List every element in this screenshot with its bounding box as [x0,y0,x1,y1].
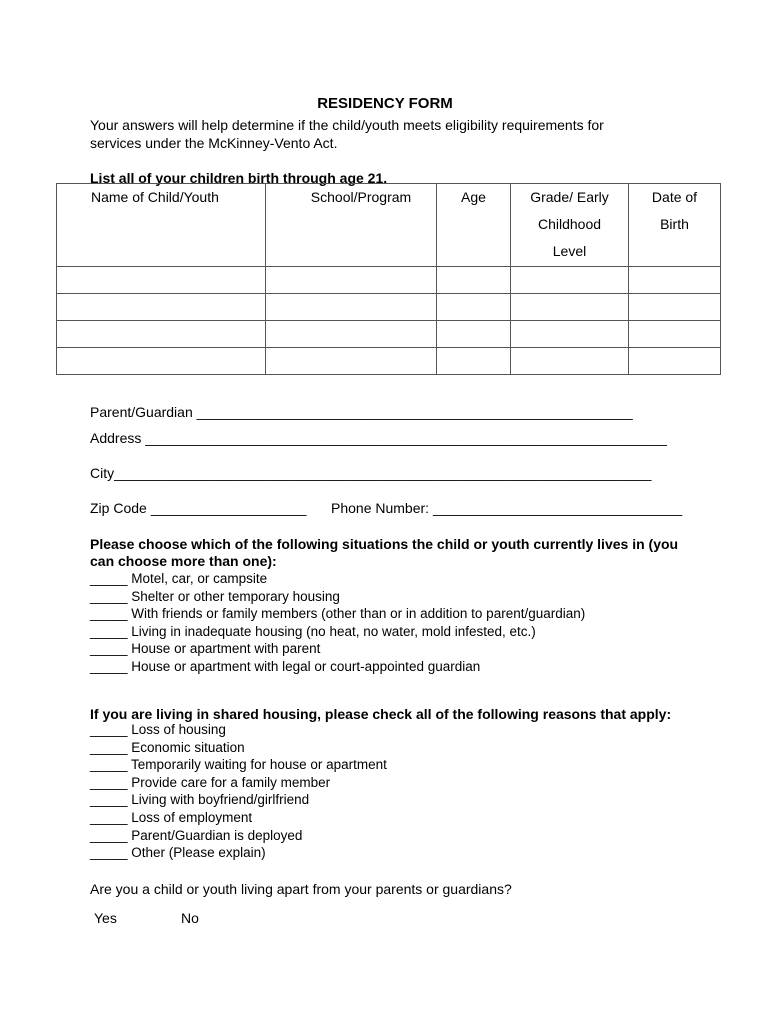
situations-heading-line2: can choose more than one): [90,553,277,569]
table-caption: List all of your children birth through age 21. [90,170,388,186]
cell-name[interactable] [57,348,266,375]
zip-code-field[interactable]: Zip Code ____________________ [90,500,307,516]
cell-dob[interactable] [629,294,721,321]
header-grade [511,184,629,267]
address-field[interactable]: Address ___________________________________________________________________ [90,430,667,446]
cell-age[interactable] [437,294,511,321]
reason-option[interactable]: _____ Temporarily waiting for house or apartment [90,757,387,773]
reason-option[interactable]: _____ Loss of housing [90,722,226,737]
header-grade-line2: Childhood [537,216,602,232]
cell-grade[interactable] [511,321,629,348]
table-header-row [57,184,721,267]
reason-option[interactable]: _____ Loss of employment [90,809,253,825]
situation-option[interactable]: _____ Living in inadequate housing (no heat, no water, mold infested, etc.) [90,623,536,639]
cell-grade[interactable] [511,348,629,375]
header-grade-line1: Grade/ Early [530,189,609,205]
intro-text-line2: services under the McKinney-Vento Act. [90,135,338,151]
header-grade-line3: Level [552,243,587,259]
header-dob-line1: Date of [651,189,698,205]
table-row [57,294,721,321]
cell-age[interactable] [437,267,511,294]
header-dob-line2: Birth [660,216,689,232]
situation-option[interactable]: _____ House or apartment with legal or court-appointed guardian [90,658,481,674]
cell-name[interactable] [57,294,266,321]
cell-dob[interactable] [629,321,721,348]
cell-name[interactable] [57,321,266,348]
parent-guardian-field[interactable]: Parent/Guardian ________________________________________________________ [90,404,633,420]
cell-dob[interactable] [629,267,721,294]
cell-grade[interactable] [511,267,629,294]
cell-school[interactable] [266,348,437,375]
table-row [57,267,721,294]
reason-option[interactable]: _____ Parent/Guardian is deployed [90,827,303,843]
cell-school[interactable] [266,294,437,321]
header-dob [629,184,721,267]
reason-option[interactable]: _____ Other (Please explain) [90,845,266,861]
cell-age[interactable] [437,321,511,348]
reason-option[interactable]: _____ Provide care for a family member [90,774,331,790]
form-title: RESIDENCY FORM [317,95,453,112]
shared-housing-heading: If you are living in shared housing, please check all of the following reasons that apply: [90,706,672,722]
cell-school[interactable] [266,321,437,348]
situation-option[interactable]: _____ Shelter or other temporary housing [90,588,340,604]
intro-text-line1: Your answers will help determine if the child/youth meets eligibility requirements for [90,117,604,133]
header-name [57,184,266,267]
situations-list [90,570,585,676]
cell-age[interactable] [437,348,511,375]
situation-option[interactable]: _____ Motel, car, or campsite [90,571,268,586]
cell-school[interactable] [266,267,437,294]
reason-option[interactable]: _____ Economic situation [90,739,245,755]
header-school-label: School/Program [310,189,412,205]
phone-number-field[interactable]: Phone Number: ________________________________ [331,500,683,516]
answer-no[interactable]: No [181,910,199,926]
cell-name[interactable] [57,267,266,294]
table-row [57,348,721,375]
situation-option[interactable]: _____ With friends or family members (other than or in addition to parent/guardian) [90,606,586,622]
table-row [57,321,721,348]
city-field[interactable]: City_____________________________________________________________________ [90,465,652,481]
header-school [266,184,437,267]
situations-heading-line1: Please choose which of the following situations the child or youth currently lives in (you [90,536,679,552]
cell-dob[interactable] [629,348,721,375]
reason-option[interactable]: _____ Living with boyfriend/girlfriend [90,792,310,808]
header-age-label: Age [461,189,486,205]
situation-option[interactable]: _____ House or apartment with parent [90,641,321,657]
header-name-label: Name of Child/Youth [91,189,219,205]
answer-yes[interactable]: Yes [94,910,117,926]
apart-question: Are you a child or youth living apart from your parents or guardians? [90,881,512,897]
shared-housing-list [90,721,387,862]
children-table [56,183,721,375]
header-age [437,184,511,267]
cell-grade[interactable] [511,294,629,321]
